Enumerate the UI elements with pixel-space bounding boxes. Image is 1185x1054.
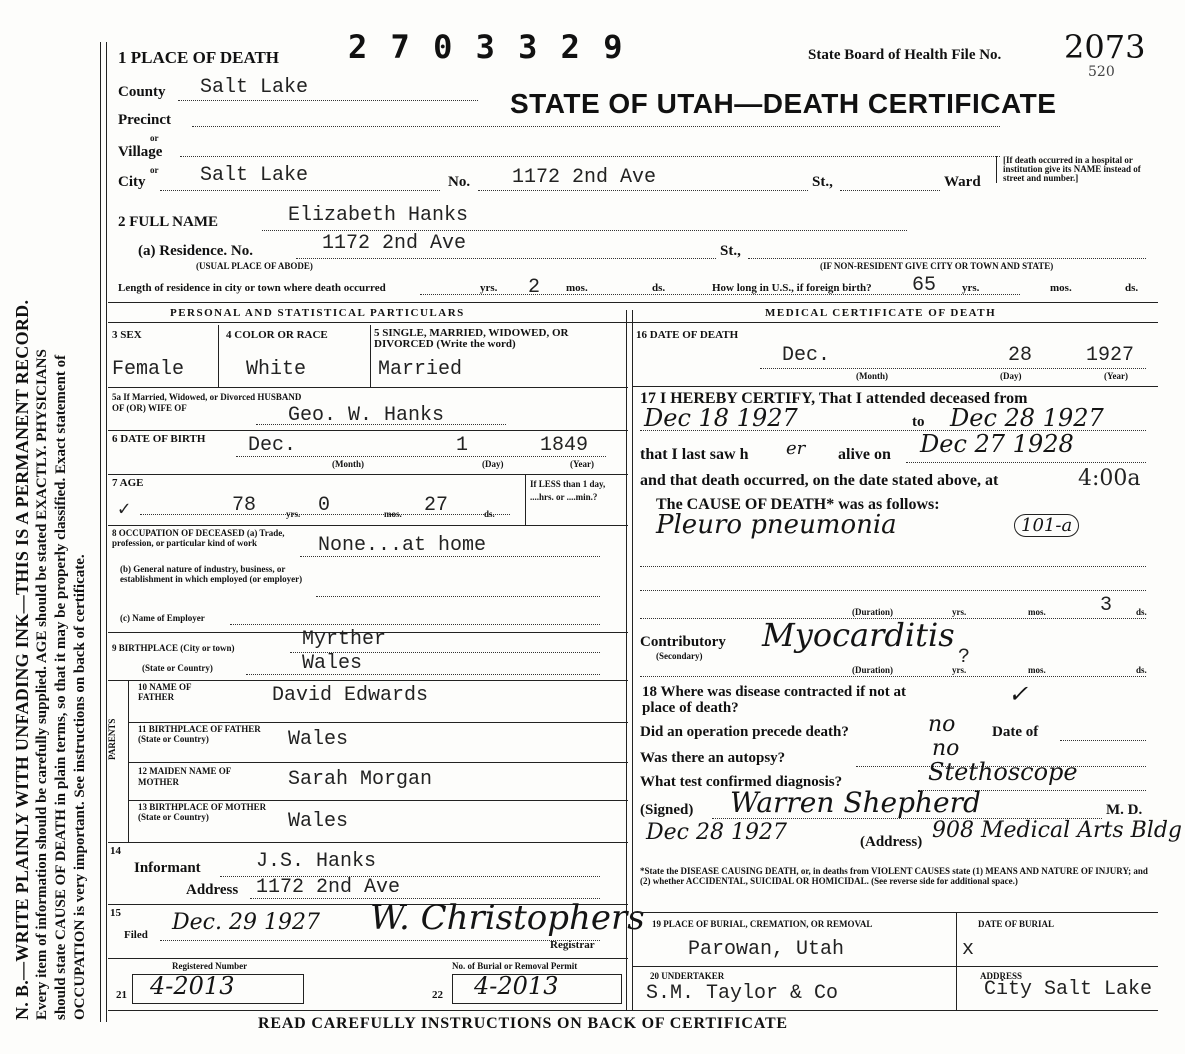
document-title: STATE OF UTAH—DEATH CERTIFICATE bbox=[510, 88, 1057, 119]
parents-label: PARENTS bbox=[107, 718, 117, 760]
duration-mos-label-2: mos. bbox=[1028, 665, 1046, 675]
death-month: Dec. bbox=[782, 344, 831, 367]
undertaker-value: S.M. Taylor & Co bbox=[646, 982, 839, 1005]
item-22-label: 22 bbox=[432, 989, 443, 1001]
father-name-label: 10 NAME OF FATHER bbox=[138, 682, 192, 702]
to-label: to bbox=[912, 414, 925, 430]
death-day: 28 bbox=[1008, 344, 1033, 367]
occupation-industry-label: (b) General nature of industry, business, or establishment in which employed (or employer) bbox=[120, 564, 303, 584]
village-line bbox=[180, 156, 1000, 157]
duration-mos-label: mos. bbox=[1028, 607, 1046, 617]
county-label: County bbox=[118, 84, 166, 100]
dob-year-note: (Year) bbox=[570, 459, 594, 469]
dob-day: 1 bbox=[456, 434, 469, 457]
informant-label: Informant bbox=[134, 860, 201, 876]
row-divider-6 bbox=[108, 680, 628, 681]
where-contracted-check: ✓ bbox=[1008, 680, 1029, 708]
cause-footnote: *State the DISEASE CAUSING DEATH, or, in deaths from VIOLENT CAUSES state (1) MEANS AND NATURE OF INJURY; and (2) whether ACCIDENTAL, SUICIDAL OR HOMICIDAL. (See reverse side for additional space.) bbox=[640, 866, 1148, 886]
street-st-label: St., bbox=[812, 174, 833, 190]
physician-address-label: (Address) bbox=[860, 834, 923, 850]
city-line bbox=[160, 190, 440, 191]
village-label: Village bbox=[118, 144, 163, 160]
spouse-label: 5a If Married, Widowed, or Divorced HUSBAND OF (OR) WIFE OF bbox=[112, 392, 302, 413]
precinct-line bbox=[192, 126, 1000, 127]
sidebar-line-2: Every item of information should be carefully supplied. AGE should be stated EXACTLY. PHYSICIANS bbox=[34, 349, 50, 1020]
length-mos-value: 2 bbox=[528, 276, 541, 299]
row-divider-1 bbox=[108, 387, 628, 388]
ward-note: [If death occurred in a hospital or institution give its NAME instead of street and number.] bbox=[996, 156, 1155, 183]
burial-divider bbox=[956, 912, 957, 1010]
sidebar-line-4: OCCUPATION is very important. See instructions on back of certificate. bbox=[72, 554, 88, 1020]
operation-label: Did an operation precede death? bbox=[640, 724, 849, 740]
age-ds-label: ds. bbox=[484, 509, 495, 519]
burial-place-label: 19 PLACE OF BURIAL, CREMATION, OR REMOVAL bbox=[652, 919, 873, 929]
age-years: 78 bbox=[232, 494, 257, 517]
last-saw-pronoun: er bbox=[786, 438, 806, 459]
last-saw-date: Dec 27 1928 bbox=[920, 430, 1074, 458]
last-saw-label: that I last saw h bbox=[640, 446, 749, 463]
certificate-number: 2 7 0 3 3 2 9 bbox=[348, 28, 625, 66]
autopsy-value: no bbox=[932, 736, 960, 761]
row-divider-7 bbox=[128, 722, 628, 723]
father-name: David Edwards bbox=[272, 684, 429, 707]
where-contracted-label: 18 Where was disease contracted if not at place of death? bbox=[642, 684, 906, 716]
attended-to: Dec 28 1927 bbox=[950, 404, 1104, 432]
age-yrs-label: yrs. bbox=[286, 509, 301, 519]
full-name-label: 2 FULL NAME bbox=[118, 214, 219, 230]
color-value: White bbox=[246, 358, 307, 381]
nonres-note: (IF NON-RESIDENT GIVE CITY OR TOWN AND STATE) bbox=[820, 261, 1054, 271]
occupation-label: 8 OCCUPATION OF DECEASED (a) Trade, profession, or particular kind of work bbox=[112, 528, 285, 548]
bottom-rule bbox=[108, 1010, 1158, 1011]
us-label: How long in U.S., if foreign birth? bbox=[712, 282, 872, 294]
signed-label: (Signed) bbox=[640, 802, 694, 818]
age-check: ✓ bbox=[118, 499, 131, 522]
item-21-label: 21 bbox=[116, 989, 127, 1001]
age-days: 27 bbox=[424, 494, 449, 517]
section-divider-2 bbox=[108, 322, 1158, 323]
burial-permit-value: 4-2013 bbox=[474, 972, 559, 1000]
age-mos-label: mos. bbox=[384, 509, 402, 519]
age-label: 7 AGE bbox=[112, 477, 144, 489]
less-than-day-label: If LESS than 1 day, ....hrs. or ....min.? bbox=[530, 479, 606, 502]
father-birthplace: Wales bbox=[288, 728, 349, 751]
cause-label: The CAUSE OF DEATH* was as follows: bbox=[656, 496, 940, 513]
sidebar-line-3: should state CAUSE OF DEATH in plain terms, so that it may be properly classified. Exact statement of bbox=[53, 354, 69, 1020]
street-line-2 bbox=[840, 190, 940, 191]
employer-label: (c) Name of Employer bbox=[120, 613, 205, 623]
contributory-label: Contributory bbox=[640, 634, 726, 650]
parents-divider bbox=[128, 680, 129, 842]
date-of-death-label: 16 DATE OF DEATH bbox=[636, 329, 739, 341]
medical-row-divider bbox=[632, 386, 1158, 387]
undertaker-label: 20 UNDERTAKER bbox=[650, 971, 725, 981]
birthplace-label: 9 BIRTHPLACE (City or town) bbox=[112, 643, 235, 653]
date-of-death-line bbox=[760, 368, 1146, 369]
yrs-label-2: yrs. bbox=[962, 282, 980, 294]
county-line bbox=[178, 100, 478, 101]
yrs-label-1: yrs. bbox=[480, 282, 498, 294]
street-value: 1172 2nd Ave bbox=[512, 166, 657, 189]
signed-date: Dec 28 1927 bbox=[646, 820, 787, 845]
sidebar-line-1: N. B.—WRITE PLAINLY WITH UNFADING INK—THIS IS A PERMANENT RECORD. bbox=[12, 299, 32, 1020]
marital-label: 5 SINGLE, MARRIED, WIDOWED, OR DIVORCED (Write the word) bbox=[374, 327, 569, 350]
undertaker-address: City Salt Lake bbox=[984, 978, 1153, 1001]
physician-address: 908 Medical Arts Bldg bbox=[932, 818, 1183, 843]
duration-label-2: (Duration) bbox=[852, 665, 893, 675]
dod-month-note: (Month) bbox=[856, 371, 888, 381]
birthplace-city: Myrther bbox=[302, 628, 387, 651]
item-14-label: 14 bbox=[110, 845, 121, 857]
dob-day-note: (Day) bbox=[482, 459, 504, 469]
burial-permit-label: No. of Burial or Removal Permit bbox=[452, 961, 578, 971]
ds-label-1: ds. bbox=[652, 282, 666, 294]
residence-line bbox=[296, 258, 716, 259]
personal-section-header: PERSONAL AND STATISTICAL PARTICULARS bbox=[170, 307, 465, 319]
contributory-duration: ? bbox=[958, 646, 971, 669]
employer-line bbox=[230, 624, 600, 625]
occupation-industry-line bbox=[316, 596, 600, 597]
attended-from: Dec 18 1927 bbox=[644, 404, 798, 432]
file-sub-number: 520 bbox=[1088, 64, 1115, 80]
cause-line-2 bbox=[640, 590, 1146, 591]
spouse-value: Geo. W. Hanks bbox=[288, 404, 445, 427]
dod-day-note: (Day) bbox=[1000, 371, 1022, 381]
us-years-value: 65 bbox=[912, 274, 937, 297]
cause-of-death: Pleuro pneumonia bbox=[656, 510, 897, 540]
cause-code: 101-a bbox=[1014, 514, 1079, 537]
dob-year: 1849 bbox=[540, 434, 589, 457]
burial-date: x bbox=[962, 938, 975, 961]
duration-yrs-label-2: yrs. bbox=[952, 665, 967, 675]
city-value: Salt Lake bbox=[200, 164, 309, 187]
informant-address-label: Address bbox=[186, 882, 239, 898]
informant-address: 1172 2nd Ave bbox=[256, 876, 401, 899]
ds-label-2: ds. bbox=[1125, 282, 1139, 294]
md-label: M. D. bbox=[1106, 802, 1143, 818]
or-label-2: or bbox=[150, 165, 159, 175]
dod-year-note: (Year) bbox=[1104, 371, 1128, 381]
secondary-label: (Secondary) bbox=[656, 651, 703, 661]
mother-birthplace: Wales bbox=[288, 810, 349, 833]
item-15-label: 15 bbox=[110, 907, 121, 919]
burial-date-label: DATE OF BURIAL bbox=[978, 919, 1055, 929]
birthplace-state-label: (State or Country) bbox=[142, 663, 213, 673]
occupation-value: None...at home bbox=[318, 534, 487, 557]
duration-ds-label: ds. bbox=[1136, 607, 1147, 617]
row-divider-9 bbox=[128, 800, 628, 801]
city-label: City bbox=[118, 174, 146, 190]
contributory-cause: Myocarditis bbox=[762, 616, 955, 654]
duration-yrs-label: yrs. bbox=[952, 607, 967, 617]
undertaker-address-label: ADDRESS bbox=[980, 971, 1023, 981]
less-divider bbox=[525, 474, 526, 525]
burial-place: Parowan, Utah bbox=[688, 938, 845, 961]
duration-months: 3 bbox=[1100, 594, 1113, 617]
full-name-line bbox=[262, 230, 907, 231]
file-number-label: State Board of Health File No. bbox=[808, 47, 1002, 63]
operation-value: no bbox=[928, 712, 956, 737]
street-line bbox=[478, 190, 808, 191]
place-of-death-label: 1 PLACE OF DEATH bbox=[118, 48, 280, 67]
instructions-sidebar bbox=[12, 20, 98, 1020]
frame-left-line bbox=[100, 42, 101, 1022]
test-label: What test confirmed diagnosis? bbox=[640, 774, 843, 790]
filed-line bbox=[160, 940, 600, 941]
informant-value: J.S. Hanks bbox=[256, 850, 377, 873]
row-divider-4 bbox=[108, 525, 628, 526]
filed-date: Dec. 29 1927 bbox=[172, 910, 320, 935]
father-birthplace-label: 11 BIRTHPLACE OF FATHER (State or Country) bbox=[138, 724, 261, 744]
operation-date-line bbox=[1060, 740, 1146, 741]
color-label: 4 COLOR OR RACE bbox=[226, 329, 328, 341]
birthplace-state-line bbox=[246, 674, 600, 675]
sex-value: Female bbox=[112, 358, 185, 381]
or-label-1: or bbox=[150, 133, 159, 143]
marital-value: Married bbox=[378, 358, 463, 381]
physician-signature: Warren Shepherd bbox=[730, 786, 981, 819]
residence-st-label: St., bbox=[720, 243, 741, 259]
dob-month-note: (Month) bbox=[332, 459, 364, 469]
filed-label: Filed bbox=[124, 929, 148, 941]
certify-label: 17 I HEREBY CERTIFY, That I attended deceased from bbox=[640, 390, 1028, 407]
dob-label: 6 DATE OF BIRTH bbox=[112, 433, 206, 445]
duration-line-2 bbox=[640, 676, 1146, 677]
street-no-label: No. bbox=[448, 174, 471, 190]
registrar-label: Registrar bbox=[550, 939, 595, 951]
file-number: 2073 bbox=[1064, 28, 1146, 66]
mos-label-2: mos. bbox=[1050, 282, 1072, 294]
death-year: 1927 bbox=[1086, 344, 1135, 367]
full-name-value: Elizabeth Hanks bbox=[288, 204, 469, 227]
age-months: 0 bbox=[318, 494, 331, 517]
row-divider-2 bbox=[108, 430, 628, 431]
death-occurred-label: and that death occurred, on the date stated above, at bbox=[640, 472, 999, 489]
time-of-death: 4:00a bbox=[1078, 466, 1141, 491]
mother-birthplace-label: 13 BIRTHPLACE OF MOTHER (State or Country) bbox=[138, 802, 267, 822]
operation-date-label: Date of bbox=[992, 724, 1039, 740]
duration-ds-label-2: ds. bbox=[1136, 665, 1147, 675]
sex-divider bbox=[218, 325, 219, 387]
section-divider bbox=[108, 302, 1158, 303]
mos-label-1: mos. bbox=[566, 282, 588, 294]
sex-label: 3 SEX bbox=[112, 329, 142, 341]
undertaker-row-divider bbox=[632, 966, 1158, 967]
alive-on-label: alive on bbox=[838, 446, 891, 463]
residence-value: 1172 2nd Ave bbox=[322, 232, 467, 255]
cause-line-1 bbox=[640, 566, 1146, 567]
county-value: Salt Lake bbox=[200, 76, 309, 99]
length-of-residence-label: Length of residence in city or town where death occurred bbox=[118, 282, 386, 294]
registrar-signature: W. Christophers bbox=[370, 898, 645, 938]
mother-name-label: 12 MAIDEN NAME OF MOTHER bbox=[138, 766, 231, 787]
residence-line-2 bbox=[748, 258, 1146, 259]
last-saw-line bbox=[906, 462, 1146, 463]
dob-month: Dec. bbox=[248, 434, 297, 457]
row-divider-12 bbox=[108, 958, 628, 959]
medical-section-header: MEDICAL CERTIFICATE OF DEATH bbox=[765, 307, 997, 319]
instructions-footer: READ CAREFULLY INSTRUCTIONS ON BACK OF CERTIFICATE bbox=[258, 1015, 788, 1032]
autopsy-label: Was there an autopsy? bbox=[640, 750, 786, 766]
registered-number-value: 4-2013 bbox=[150, 972, 235, 1000]
registered-number-label: Registered Number bbox=[172, 961, 248, 971]
ward-label: Ward bbox=[944, 174, 981, 190]
mother-name: Sarah Morgan bbox=[288, 768, 433, 791]
row-divider-8 bbox=[128, 762, 628, 763]
precinct-label: Precinct bbox=[118, 112, 172, 128]
row-divider-10 bbox=[108, 842, 628, 843]
row-divider-3 bbox=[108, 474, 628, 475]
abode-note: (USUAL PLACE OF ABODE) bbox=[196, 261, 313, 271]
burial-row-divider bbox=[632, 912, 1158, 913]
residence-label: (a) Residence. No. bbox=[138, 243, 253, 259]
birthplace-country: Wales bbox=[302, 652, 363, 675]
duration-label-1: (Duration) bbox=[852, 607, 893, 617]
test-value: Stethoscope bbox=[928, 758, 1078, 786]
frame-left-line-inner bbox=[106, 42, 107, 1022]
color-divider bbox=[370, 325, 371, 387]
